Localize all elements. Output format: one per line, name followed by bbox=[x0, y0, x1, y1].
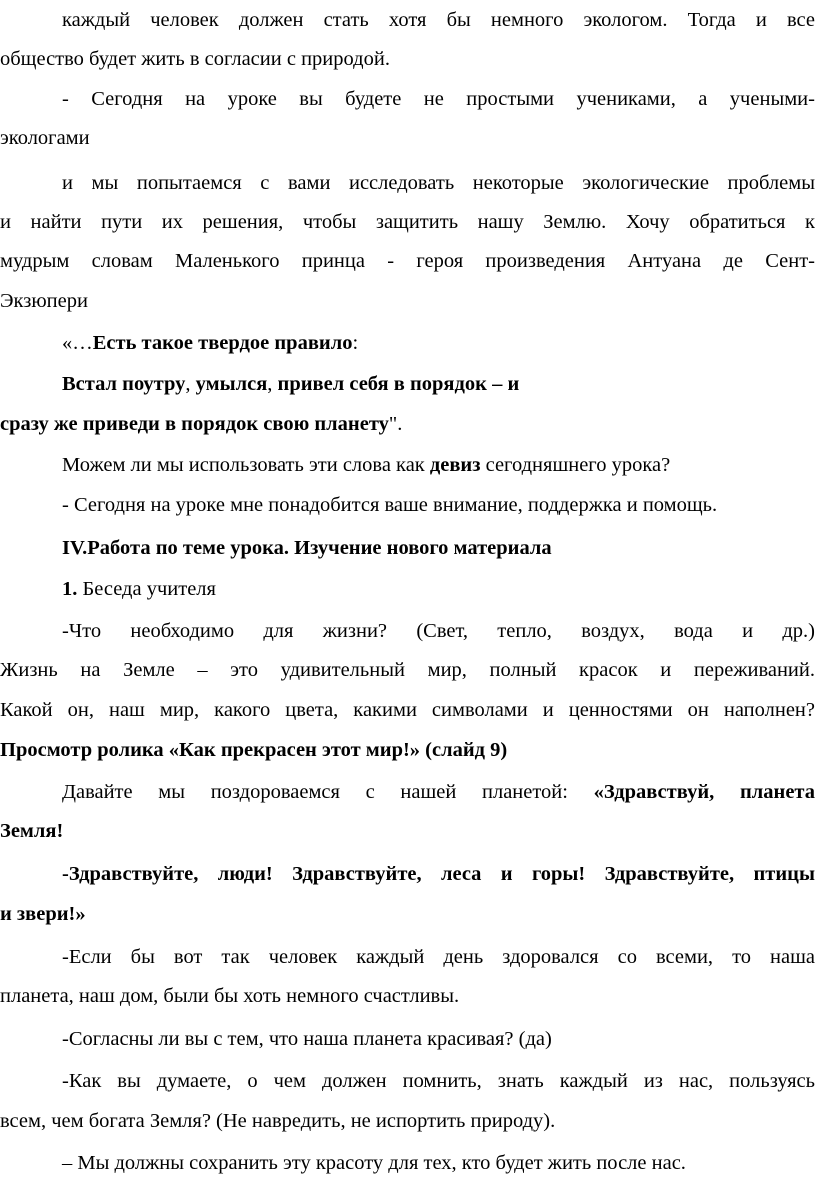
quote-line bbox=[62, 330, 815, 356]
quote-bold-text: Встал поутру bbox=[62, 373, 186, 395]
paragraph-line: -Согласны ли вы с тем, что наша планета красивая? (да) bbox=[62, 1028, 552, 1050]
video-heading: Просмотр ролика «Как прекрасен этот мир!» (слайд 9) bbox=[0, 739, 508, 761]
quote-separator: , bbox=[185, 373, 196, 395]
paragraph-line bbox=[62, 779, 815, 805]
quote-bold-text: Есть такое твердое правило bbox=[92, 332, 353, 354]
quote-open: «… bbox=[62, 332, 93, 354]
section-heading: IV.Работа по теме урока. Изучение нового материала bbox=[62, 537, 552, 559]
quote-colon: : bbox=[352, 332, 359, 354]
paragraph-line: экологами bbox=[0, 127, 90, 149]
paragraph-line: планета, наш дом, были бы хоть немного счастливы. bbox=[0, 985, 460, 1007]
paragraph-line: общество будет жить в согласии с природой. bbox=[0, 48, 390, 70]
greeting-bold-text: и звери!» bbox=[0, 903, 86, 925]
paragraph-line bbox=[62, 452, 815, 478]
paragraph-line: и мы попытаемся с вами исследовать некоторые экологические проблемы bbox=[62, 172, 815, 194]
paragraph-line: -Как вы думаете, о чем должен помнить, знать каждый из нас, пользуясь bbox=[62, 1070, 815, 1092]
paragraph-line: -Что необходимо для жизни? (Свет, тепло, воздух, вода и др.) bbox=[62, 620, 815, 642]
subsection-number: 1. bbox=[62, 578, 78, 600]
quote-line bbox=[62, 371, 815, 397]
greeting-bold-text: -Здравствуйте, люди! Здравствуйте, леса и горы! Здравствуйте, птицы bbox=[62, 863, 815, 885]
subsection-heading bbox=[62, 576, 815, 602]
quote-separator: , bbox=[267, 373, 278, 395]
paragraph-line: - Сегодня на уроке мне понадобится ваше внимание, поддержка и помощь. bbox=[62, 494, 718, 516]
paragraph-line: всем, чем богата Земля? (Не навредить, не испортить природу). bbox=[0, 1110, 556, 1132]
quote-line bbox=[0, 411, 815, 437]
paragraph-line: -Если бы вот так человек каждый день здоровался со всеми, то наша bbox=[62, 946, 815, 968]
paragraph-line: Жизнь на Земле – это удивительный мир, полный красок и переживаний. bbox=[0, 659, 815, 681]
greeting-bold-text: Земля! bbox=[0, 820, 64, 842]
quote-close: ". bbox=[388, 413, 403, 435]
paragraph-line: Какой он, наш мир, какого цвета, какими символами и ценностями он наполнен? bbox=[0, 699, 815, 721]
paragraph-line: каждый человек должен стать хотя бы немного экологом. Тогда и все bbox=[62, 9, 815, 31]
subsection-title: Беседа учителя bbox=[77, 578, 216, 600]
paragraph-line: мудрым словам Маленького принца - героя произведения Антуана де Сент- bbox=[0, 250, 815, 272]
motto-word: девиз bbox=[429, 454, 481, 476]
paragraph-line: и найти пути их решения, чтобы защитить нашу Землю. Хочу обратиться к bbox=[0, 211, 815, 233]
text-run: сегодняшнего урока? bbox=[480, 454, 671, 476]
quote-bold-text: – и bbox=[486, 373, 520, 395]
quote-bold-text: умылся bbox=[195, 373, 268, 395]
paragraph-line: – Мы должны сохранить эту красоту для тех, кто будет жить после нас. bbox=[62, 1152, 686, 1174]
quote-bold-text: сразу же приведи в порядок свою планету bbox=[0, 413, 389, 435]
paragraph-line: Экзюпери bbox=[0, 290, 88, 312]
paragraph-line: - Сегодня на уроке вы будете не простыми учениками, а учеными- bbox=[62, 88, 815, 110]
quote-bold-text: привел себя в порядок bbox=[277, 373, 487, 395]
greeting-bold-text: «Здравствуй, планета bbox=[593, 781, 816, 803]
text-run: Давайте мы поздороваемся с нашей планетой: bbox=[62, 781, 594, 803]
text-run: Можем ли мы использовать эти слова как bbox=[62, 454, 430, 476]
